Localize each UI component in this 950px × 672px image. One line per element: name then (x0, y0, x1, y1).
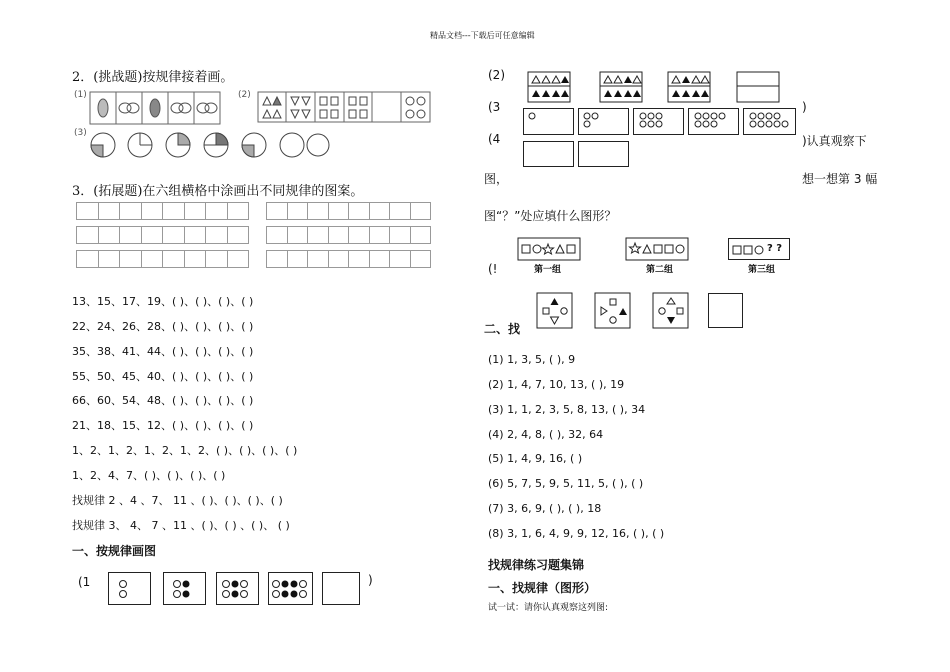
shape-arrow-box-3-icon (653, 293, 688, 328)
triangle-stack-blank-icon[interactable] (737, 72, 779, 102)
circles-icon (634, 109, 685, 136)
question-3-title: 3．(拓展题)在六组横格中涂画出不同规律的图案。 (72, 184, 364, 199)
answer-box-blank[interactable] (322, 572, 360, 605)
problem-3-close: ) (802, 100, 807, 114)
q2-figure-3-icon (90, 130, 330, 160)
circle-box-1 (523, 108, 574, 135)
circles-icon (689, 109, 740, 136)
group-3-question-marks: ? ? (767, 243, 783, 254)
dot-pattern-box-2 (163, 572, 206, 605)
number-problem: (8) 3, 1, 6, 4, 9, 9, 12, 16, ( ), ( ) (488, 527, 665, 540)
triangle-stack-1-icon (528, 72, 570, 102)
question-text: 图“？”处应填什么图形？ (484, 209, 617, 223)
group-3-shapes (728, 238, 790, 260)
pattern-grid-left[interactable] (76, 226, 248, 243)
q2-figure-2-icon (258, 92, 430, 122)
group-2-label: 第二组 (646, 265, 674, 275)
q2-label-2: (2) (238, 90, 251, 100)
answer-box-blank[interactable] (578, 141, 629, 167)
q2-figure-1-icon (90, 92, 220, 124)
shape-arrow-box-1-icon (537, 293, 572, 328)
problem-4-close: )认真观察下 (802, 134, 867, 148)
number-problem: (3) 1, 1, 2, 3, 5, 8, 13, ( ), 34 (488, 403, 646, 416)
sequence-line: 找规律 3、 4、 7 、11 、( )、( ) 、( )、 ( ) (72, 519, 290, 532)
sequence-line: 找规律 2 、4 、7、 11 、( )、( )、( )、( ) (72, 494, 283, 507)
circle-box-3 (633, 108, 684, 135)
number-problem: (2) 1, 4, 7, 10, 13, ( ), 19 (488, 378, 625, 391)
paren-open: (1 (78, 575, 91, 589)
answer-box-blank[interactable] (523, 141, 574, 167)
pattern-grid-right[interactable] (266, 226, 430, 243)
dot-pattern-box-1 (108, 572, 151, 605)
question-2-title: 2．(挑战题)按规律接着画。 (72, 70, 234, 85)
triangle-stack-3-icon (668, 72, 710, 102)
number-problem: (6) 5, 7, 5, 9, 5, 11, 5, ( ), ( ) (488, 477, 644, 490)
problem-2-label: (2) (488, 68, 505, 82)
number-problem: (5) 1, 4, 9, 16, ( ) (488, 452, 583, 465)
pattern-grid-left[interactable] (76, 202, 248, 219)
problem-4-open: (4 (488, 132, 501, 146)
pattern-grid-right[interactable] (266, 202, 430, 219)
pattern-grid-right[interactable] (266, 250, 430, 267)
circles-icon (524, 109, 575, 136)
number-problem: (4) 2, 4, 8, ( ), 32, 64 (488, 428, 604, 441)
sequence-line: 13、15、17、19、( )、( )、( )、( ) (72, 295, 254, 308)
q2-label-1: (1) (74, 90, 87, 100)
text-xiangyixiang: 想一想第 3 幅 (802, 172, 878, 186)
circles-icon (744, 109, 797, 136)
circle-box-2 (578, 108, 629, 135)
sequence-line: 35、38、41、44、( )、( )、( )、( ) (72, 345, 254, 358)
dots-icon (217, 573, 260, 606)
q2-label-3: (3) (74, 128, 87, 138)
group-2-shapes-icon (626, 238, 688, 260)
sequence-line: 1、2、1、2、1、2、1、2、( )、( )、( )、( ) (72, 444, 298, 457)
paren-close: ) (368, 573, 373, 587)
sequence-line: 66、60、54、48、( )、( )、( )、( ) (72, 394, 254, 407)
group-1-label: 第一组 (534, 265, 562, 275)
circle-box-5 (743, 108, 796, 135)
problem-5-open: (! (488, 262, 498, 276)
triangle-stack-2-icon (600, 72, 642, 102)
answer-box-blank[interactable] (708, 293, 743, 328)
shape-arrow-box-2-icon (595, 293, 630, 328)
number-problem: (7) 3, 6, 9, ( ), ( ), 18 (488, 502, 602, 515)
sequence-line: 21、18、15、12、( )、( )、( )、( ) (72, 419, 254, 432)
group-1-shapes-icon (518, 238, 580, 260)
problem-3-open: (3 (488, 100, 501, 114)
page-header: 精品文档---下载后可任意编辑 (430, 31, 535, 40)
sequence-line: 22、24、26、28、( )、( )、( )、( ) (72, 320, 254, 333)
dots-icon (109, 573, 152, 606)
collection-subtitle: 一、找规律（图形） (488, 581, 597, 595)
group-3-label: 第三组 (748, 265, 776, 275)
section-1-title: 一、按规律画图 (72, 544, 157, 558)
collection-title: 找规律练习题集锦 (488, 558, 585, 572)
dot-pattern-box-3 (216, 572, 259, 605)
dot-pattern-box-4 (268, 572, 313, 605)
try-text: 试一试：请你认真观察这列图: (488, 603, 609, 613)
text-tu: 图， (484, 172, 509, 186)
pattern-grid-left[interactable] (76, 250, 248, 267)
section-2-title: 二、找 (484, 322, 521, 336)
dots-icon (269, 573, 314, 606)
number-problem: (1) 1, 3, 5, ( ), 9 (488, 353, 576, 366)
sequence-line: 55、50、45、40、( )、( )、( )、( ) (72, 370, 254, 383)
dots-icon (164, 573, 207, 606)
circle-box-4 (688, 108, 739, 135)
circles-icon (579, 109, 630, 136)
sequence-line: 1、2、4、7、( )、( )、( )、( ) (72, 469, 226, 482)
